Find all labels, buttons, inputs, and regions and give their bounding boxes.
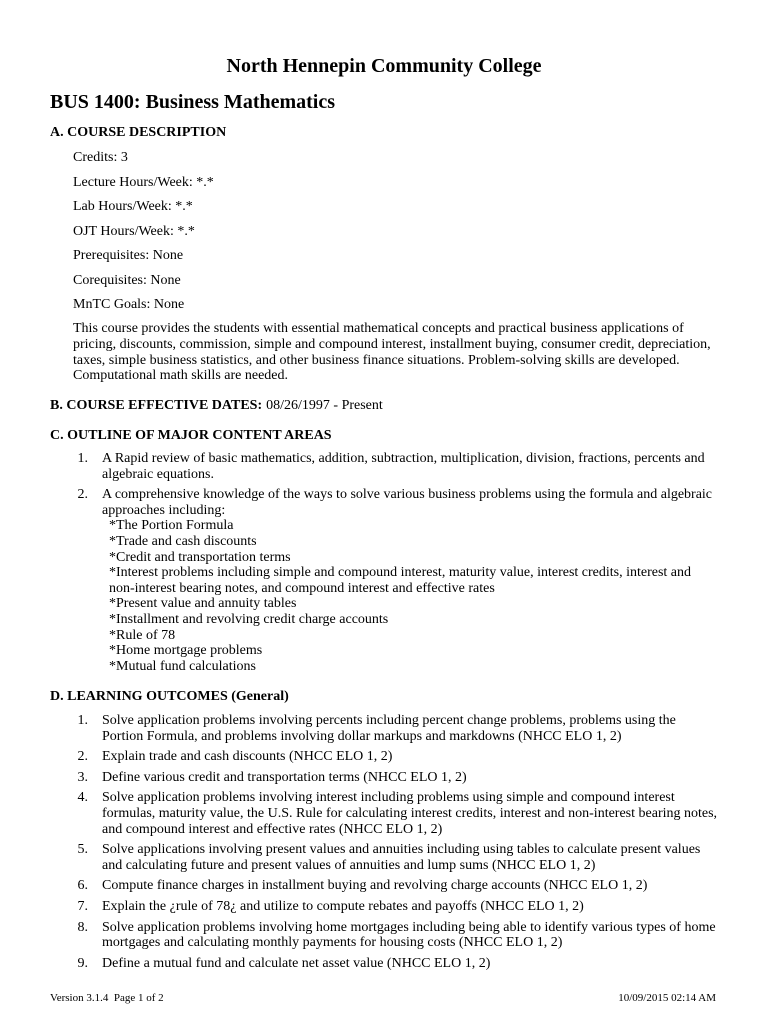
subitem: *The Portion Formula — [109, 518, 234, 534]
list-item — [50, 956, 720, 972]
field-prerequisites: Prerequisites: None — [73, 248, 184, 263]
effective-dates-value: 08/26/1997 - Present — [266, 398, 383, 413]
list-item — [50, 713, 720, 744]
footer-timestamp: 10/09/2015 02:14 AM — [618, 992, 716, 1004]
field-lecture-hours: Lecture Hours/Week: *.* — [73, 175, 214, 190]
field-ojt-hours: OJT Hours/Week: *.* — [73, 224, 195, 239]
section-c-heading: C. OUTLINE OF MAJOR CONTENT AREAS — [50, 428, 332, 443]
section-b-heading — [50, 398, 383, 414]
subitem: *Interest problems including simple and compound interest, maturity value, interest credits, interest and non-interest bearing notes, and compound interest and effective rates — [109, 565, 692, 596]
list-item-text: Solve applications involving present values and annuities including using tables to calculate present values and calculating future and present values of annuities and lump sums (NHCC ELO 1, 2) — [102, 842, 701, 873]
subitem: *Installment and revolving credit charge accounts — [109, 611, 389, 627]
subitem: *Rule of 78 — [109, 627, 176, 643]
list-item-number: 5. — [77, 842, 88, 858]
list-item-number: 7. — [77, 898, 88, 914]
learning-outcomes-list — [50, 713, 720, 971]
list-item-text: Define a mutual fund and calculate net asset value (NHCC ELO 1, 2) — [102, 955, 491, 971]
list-item-text: Explain the ¿rule of 78¿ and utilize to compute rebates and payoffs (NHCC ELO 1, 2) — [102, 898, 584, 914]
list-item-number: 9. — [77, 955, 88, 971]
version-label: Version 3.1.4 — [50, 992, 109, 1004]
list-item — [50, 770, 720, 786]
list-item — [50, 487, 720, 674]
list-item-number: 6. — [77, 878, 88, 894]
page-number: Page 1 of 2 — [113, 992, 164, 1004]
list-item-text: A comprehensive knowledge of the ways to solve various business problems using the formula and algebraic approaches including: — [102, 487, 713, 518]
list-item-number: 3. — [77, 769, 88, 785]
field-credits: Credits: 3 — [73, 150, 128, 165]
list-item-number: 8. — [77, 919, 88, 935]
field-corequisites: Corequisites: None — [73, 273, 181, 288]
content-areas-list — [50, 451, 720, 674]
list-item-text: Solve application problems involving percents including percent change problems, problems using the Portion Formula, and problems involving dollar markups and markdowns (NHCC ELO 1, 2) — [102, 713, 676, 744]
course-description: This course provides the students with essential mathematical concepts and practical business applications of pricing, discounts, commission, simple and compound interest, installment buying, consumer credit, depreciation, taxes, simple business statistics, and other business finance situations. Problem-solving skills are developed. Computational math skills are needed. — [73, 321, 711, 384]
field-mntc-goals: MnTC Goals: None — [73, 297, 185, 312]
subitem: *Trade and cash discounts — [109, 533, 257, 549]
list-item — [50, 790, 720, 837]
list-item-text: A Rapid review of basic mathematics, addition, subtraction, multiplication, division, fractions, percents and algebraic equations. — [102, 451, 705, 482]
list-item-text: Solve application problems involving interest including problems using simple and compound interest formulas, maturity value, the U.S. Rule for calculating interest credits, interest and non-interest bearing notes, and compound interest and effective rates (NHCC ELO 1, 2) — [102, 790, 718, 837]
list-item-text: Define various credit and transportation terms (NHCC ELO 1, 2) — [102, 769, 467, 785]
list-item-number: 1. — [77, 713, 88, 728]
field-lab-hours: Lab Hours/Week: *.* — [73, 199, 193, 214]
list-item-number: 1. — [77, 451, 88, 466]
college-name: North Hennepin Community College — [226, 55, 542, 77]
section-d-heading: D. LEARNING OUTCOMES (General) — [50, 689, 289, 704]
list-item-text: Explain trade and cash discounts (NHCC ELO 1, 2) — [102, 749, 393, 765]
section-b-label: B. COURSE EFFECTIVE DATES: — [50, 398, 263, 413]
subitem: *Mutual fund calculations — [109, 658, 256, 674]
list-item — [50, 920, 720, 951]
list-item-text: Compute finance charges in installment buying and revolving charge accounts (NHCC ELO 1, 2) — [102, 878, 648, 894]
course-title: BUS 1400: Business Mathematics — [50, 91, 336, 113]
list-item — [50, 749, 720, 765]
list-item — [50, 878, 720, 894]
subitem: *Credit and transportation terms — [109, 549, 291, 565]
section-a-heading: A. COURSE DESCRIPTION — [50, 125, 227, 140]
list-item-text: Solve application problems involving home mortgages including being able to identify various types of home mortgages and calculating monthly payments for housing costs (NHCC ELO 1, 2) — [102, 919, 716, 951]
list-item — [50, 451, 720, 482]
list-item-number: 2. — [77, 487, 88, 503]
subitem: *Present value and annuity tables — [109, 596, 297, 612]
subitem: *Home mortgage problems — [109, 643, 263, 659]
list-item-number: 2. — [77, 749, 88, 765]
list-item-number: 4. — [77, 790, 88, 806]
list-item — [50, 842, 720, 873]
footer-left — [50, 992, 164, 1005]
list-item — [50, 899, 720, 915]
